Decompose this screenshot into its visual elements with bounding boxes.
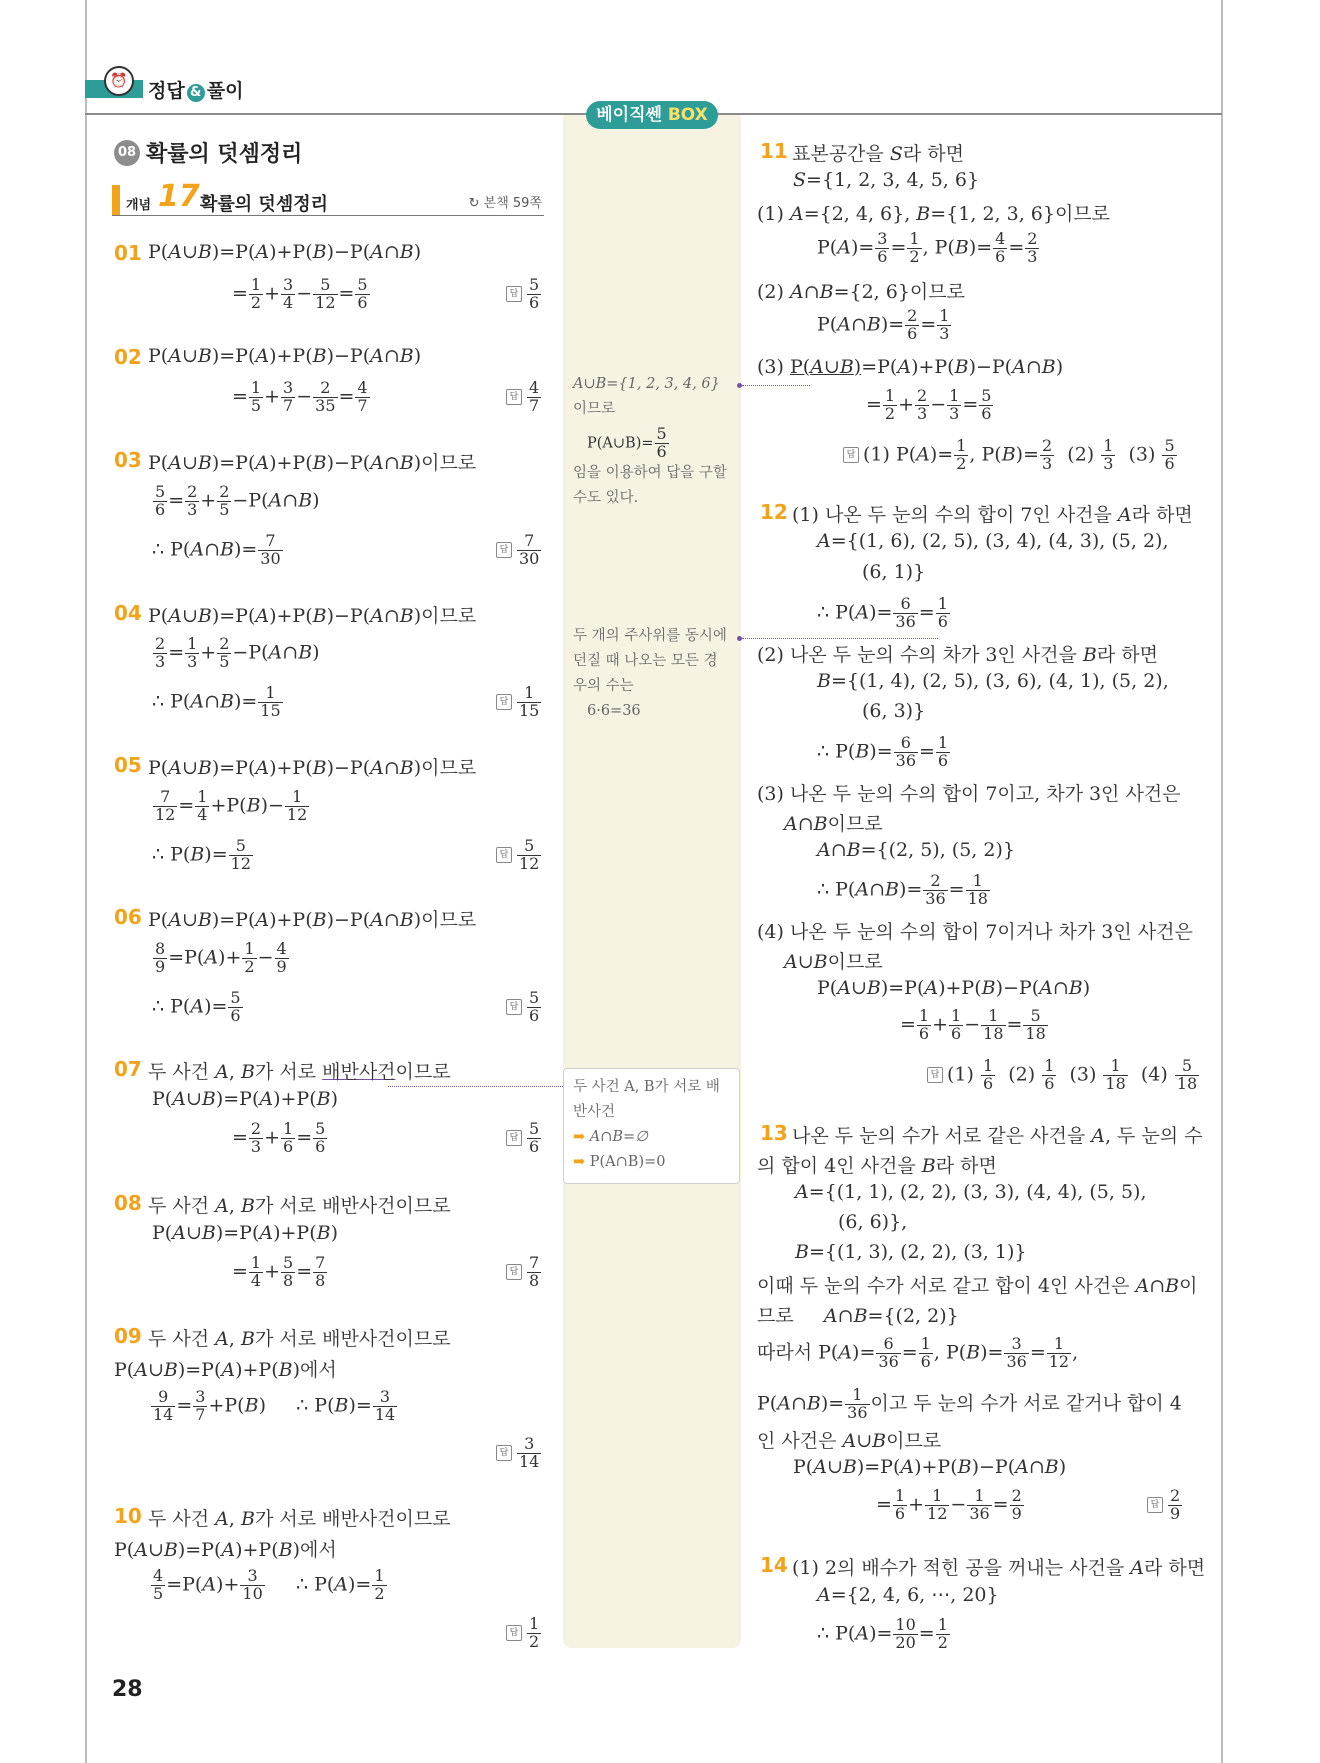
solution-line: = $\frac{1}{2}$ + $\frac{3}{4}$ − $\frac{5}{12}$ = $\frac{5}{6}$: [232, 275, 368, 312]
solution-line: B={(1, 3), (2, 2), (3, 1)}: [795, 1241, 1027, 1263]
solution-line: B={(1, 4), (2, 5), (3, 6), (4, 1), (5, 2),: [817, 670, 1169, 692]
solution-line: ∴ P(A)= $\frac{6}{36}$ = $\frac{1}{6}$: [817, 594, 948, 631]
answer: 답 $\frac{7}{30}$: [496, 533, 542, 568]
solution-line: $\frac{9}{14}$ = $\frac{3}{7}$ +P(B) ∴ P(B)= $\frac{3}{14}$: [153, 1387, 396, 1424]
answer-icon: 답: [506, 389, 522, 405]
solution-line: (4) 나온 두 눈의 수의 합이 7이거나 차가 3인 사건은: [757, 921, 1193, 943]
solution-line: ∴ P(A∩B)= $\frac{1}{15}$: [152, 683, 281, 720]
section-title: 확률의 덧셈정리: [146, 142, 303, 167]
concept-tag: 개념: [126, 198, 152, 213]
refresh-icon: ↻: [468, 196, 480, 211]
solution-line: A={(1, 1), (2, 2), (3, 3), (4, 4), (5, 5),: [795, 1181, 1147, 1203]
solution-line: (2) 나온 두 눈의 수의 차가 3인 사건을 B라 하면: [757, 644, 1158, 666]
answer: 답 $\frac{2}{9}$: [1147, 1488, 1183, 1523]
problem-number: 09: [114, 1324, 142, 1348]
problem-number: 06: [114, 905, 142, 929]
book-reference: ↻ 본책 59쪽: [468, 196, 542, 211]
solution-line: (6, 1)}: [862, 561, 926, 583]
solution-line: P(A∪B)=P(A)+P(B)−P(A∩B): [817, 977, 1091, 999]
solution-line: (3) 나온 두 눈의 수의 합이 7이고, 차가 3인 사건은: [757, 783, 1181, 805]
solution-line: 표본공간을 S라 하면: [792, 143, 964, 165]
header-title: 정답 & 풀이: [148, 80, 244, 102]
answer: 답 (1) P(A)= $\frac{1}{2}$ , P(B)= $\frac{2}{3}$ (2) $\frac{1}{3}$ (3) $\frac{5}{6}$: [843, 438, 1178, 473]
callout-line: [742, 385, 810, 386]
solution-line: ∴ P(A∩B)= $\frac{7}{30}$: [152, 531, 281, 568]
solution-line: P(A∪B)=P(A)+P(B)−P(A∩B)이므로: [148, 757, 477, 779]
solution-line: (1) 나온 두 눈의 수의 합이 7인 사건을 A라 하면: [792, 504, 1193, 526]
basic-box-badge: 베이직쎈 BOX: [586, 101, 718, 129]
solution-line: (2) A∩B={2, 6}이므로: [757, 281, 965, 303]
solution-line: ∴ P(A)= $\frac{10}{20}$ = $\frac{1}{2}$: [817, 1615, 948, 1652]
solution-line: (3) P(A∪B)=P(A)+P(B)−P(A∩B): [757, 356, 1064, 378]
solution-line: P(A∩B)= $\frac{1}{36}$ 이고 두 눈의 수가 서로 같거나 합이 4: [757, 1385, 1182, 1422]
arrow-icon: ➡: [573, 1129, 586, 1145]
solution-line: = $\frac{1}{6}$ + $\frac{1}{12}$ − $\frac{1}{36}$ = $\frac{2}{9}$: [876, 1486, 1022, 1523]
answer: 답 $\frac{5}{6}$: [506, 1121, 542, 1156]
answer: 답 $\frac{4}{7}$: [506, 380, 542, 415]
problem-number: 14: [760, 1553, 788, 1577]
answer-icon: 답: [506, 1130, 522, 1146]
solution-line: P(A∪B)=P(A)+P(B)−P(A∩B): [148, 241, 422, 263]
solution-line: P(A∪B)=P(A)+P(B): [152, 1222, 339, 1244]
answer: 답 $\frac{7}{8}$: [506, 1255, 542, 1290]
solution-line: = $\frac{1}{6}$ + $\frac{1}{6}$ − $\frac{1}{18}$ = $\frac{5}{18}$: [900, 1006, 1046, 1043]
solution-line: = $\frac{1}{4}$ + $\frac{5}{8}$ = $\frac{7}{8}$: [232, 1253, 326, 1290]
answer: 답 $\frac{1}{15}$: [496, 685, 542, 720]
box-note: A∪B={1, 2, 3, 4, 6} 이므로 P(A∪B)= $\frac{5}{6}$ 임을 이용하여 답을 구할 수도 있다.: [573, 376, 727, 506]
solution-line: A∪B이므로: [784, 951, 883, 973]
solution-line: = $\frac{1}{5}$ + $\frac{3}{7}$ − $\frac{2}{35}$ = $\frac{4}{7}$: [232, 378, 368, 415]
solution-line: (6, 3)}: [862, 700, 926, 722]
problem-number: 12: [760, 500, 788, 524]
solution-line: (1) A={2, 4, 6}, B={1, 2, 3, 6}이므로: [757, 203, 1111, 225]
solution-line: $\frac{8}{9}$ =P(A)+ $\frac{1}{2}$ − $\frac{4}{9}$: [155, 939, 287, 976]
solution-line: P(A∩B)= $\frac{2}{6}$ = $\frac{1}{3}$: [817, 306, 950, 343]
answer-icon: 답: [496, 1445, 512, 1461]
problem-number: 07: [114, 1057, 142, 1081]
concept-title: 확률의 덧셈정리: [200, 194, 328, 215]
page-frame-right: [1221, 0, 1223, 1763]
solution-line: ∴ P(B)= $\frac{6}{36}$ = $\frac{1}{6}$: [817, 733, 949, 770]
solution-line: 두 사건 A, B가 서로 배반사건이므로: [148, 1508, 451, 1530]
answer-icon: 답: [496, 542, 512, 558]
solution-line: ∴ P(B)= $\frac{5}{12}$: [152, 836, 251, 873]
section-heading: [114, 137, 302, 168]
solution-line: $\frac{2}{3}$ = $\frac{1}{3}$ + $\frac{2}{5}$ −P(A∩B): [155, 634, 320, 671]
solution-line: $\frac{4}{5}$ =P(A)+ $\frac{3}{10}$ ∴ P(A)= $\frac{1}{2}$: [153, 1566, 385, 1603]
basic-box-column: [563, 115, 741, 1648]
solution-line: 이때 두 눈의 수가 서로 같고 합이 4인 사건은 A∩B이: [757, 1275, 1198, 1297]
answer-icon: 답: [506, 999, 522, 1015]
solution-line: A={2, 4, 6, ⋯, 20}: [817, 1584, 999, 1606]
solution-line: A∩B={(2, 5), (5, 2)}: [817, 839, 1015, 861]
answer-icon: 답: [506, 286, 522, 302]
solution-line: P(A∪B)=P(A)+P(B): [152, 1088, 339, 1110]
page-number: 28: [112, 1677, 143, 1702]
page-frame-left: [85, 0, 87, 1763]
arrow-icon: ➡: [573, 1154, 586, 1170]
answer: 답 $\frac{5}{6}$: [506, 277, 542, 312]
concept-heading: [112, 179, 544, 216]
solution-line: 두 사건 A, B가 서로 배반사건이므로: [148, 1328, 451, 1350]
solution-line: A∩B이므로: [784, 813, 883, 835]
answer-icon: 답: [843, 447, 859, 463]
solution-line: = $\frac{1}{2}$ + $\frac{2}{3}$ − $\frac{1}{3}$ = $\frac{5}{6}$: [866, 386, 992, 423]
answer-icon: 답: [1147, 1497, 1163, 1513]
answer-icon: 답: [927, 1067, 943, 1083]
solution-line: $\frac{5}{6}$ = $\frac{2}{3}$ + $\frac{2}{5}$ −P(A∩B): [155, 482, 320, 519]
section-number: 08: [114, 140, 140, 166]
callout-line: [388, 1086, 563, 1087]
solution-line: P(A∪B)=P(A)+P(B)에서: [114, 1539, 337, 1561]
problem-number: 11: [760, 139, 788, 163]
answer: 답 $\frac{3}{14}$: [496, 1436, 542, 1471]
answer-icon: 답: [496, 694, 512, 710]
box-note: 두 사건 A, B가 서로 배 반사건 ➡ A∩B=∅ ➡ P(A∩B)=0: [573, 1079, 720, 1170]
problem-number: 04: [114, 601, 142, 625]
solution-line: 따라서 P(A)= $\frac{6}{36}$ = $\frac{1}{6}$ , P(B)= $\frac{3}{36}$ = $\frac{1}{12}$ ,: [757, 1334, 1079, 1371]
solution-line: (1) 2의 배수가 적힌 공을 꺼내는 사건을 A라 하면: [792, 1557, 1206, 1579]
solution-line: 두 사건 A, B가 서로 배반사건이므로: [148, 1061, 451, 1083]
solution-line: ∴ P(A∩B)= $\frac{2}{36}$ = $\frac{1}{18}$: [817, 871, 988, 908]
solution-line: P(A∪B)=P(A)+P(B)−P(A∩B)이므로: [148, 452, 477, 474]
solution-line: 인 사건은 A∪B이므로: [757, 1430, 942, 1452]
box-note: 두 개의 주사위를 동시에 던질 때 나오는 모든 경 우의 수는 6·6=36: [573, 628, 727, 719]
solution-line: (6, 6)},: [838, 1211, 908, 1233]
problem-number: 05: [114, 753, 142, 777]
answer-icon: 답: [496, 847, 512, 863]
concept-number: 17: [158, 179, 200, 214]
solution-line: 두 사건 A, B가 서로 배반사건이므로: [148, 1195, 451, 1217]
solution-line: P(A∪B)=P(A)+P(B)−P(A∩B)이므로: [148, 605, 477, 627]
answer: 답 $\frac{5}{12}$: [496, 838, 542, 873]
solution-line: P(A∪B)=P(A)+P(B)에서: [114, 1359, 337, 1381]
solution-line: 므로 A∩B={(2, 2)}: [757, 1305, 959, 1327]
problem-number: 13: [760, 1121, 788, 1145]
solution-line: 의 합이 4인 사건을 B라 하면: [757, 1155, 997, 1177]
solution-line: P(A∪B)=P(A)+P(B)−P(A∩B)이므로: [148, 909, 477, 931]
answer-icon: 답: [506, 1264, 522, 1280]
problem-number: 03: [114, 448, 142, 472]
solution-line: = $\frac{2}{3}$ + $\frac{1}{6}$ = $\frac{5}{6}$: [232, 1119, 326, 1156]
solution-line: P(A∪B)=P(A)+P(B)−P(A∩B): [793, 1456, 1067, 1478]
solution-line: A={(1, 6), (2, 5), (3, 4), (4, 3), (5, 2),: [817, 530, 1169, 552]
concept-accent-bar: [112, 185, 120, 215]
solution-line: S={1, 2, 3, 4, 5, 6}: [793, 169, 980, 191]
problem-number: 01: [114, 241, 142, 265]
answer-icon: 답: [506, 1625, 522, 1641]
problem-number: 08: [114, 1191, 142, 1215]
clock-icon: ⏰: [104, 66, 134, 96]
answer: 답 $\frac{5}{6}$: [506, 990, 542, 1025]
answer: 답 $\frac{1}{2}$: [506, 1616, 542, 1651]
problem-number: 10: [114, 1504, 142, 1528]
solution-line: 나온 두 눈의 수가 서로 같은 사건을 A, 두 눈의 수: [792, 1125, 1203, 1147]
solution-line: $\frac{7}{12}$ = $\frac{1}{4}$ +P(B)− $\frac{1}{12}$: [155, 787, 308, 824]
solution-line: ∴ P(A)= $\frac{5}{6}$: [152, 988, 241, 1025]
problem-number: 02: [114, 345, 142, 369]
answer: 답 (1) $\frac{1}{6}$ (2) $\frac{1}{6}$ (3) $\frac{1}{18}$ (4) $\frac{5}{18}$: [927, 1058, 1200, 1093]
callout-line: [742, 638, 938, 639]
solution-line: P(A)= $\frac{3}{6}$ = $\frac{1}{2}$ , P(B)= $\frac{4}{6}$ = $\frac{2}{3}$: [817, 229, 1038, 266]
solution-line: P(A∪B)=P(A)+P(B)−P(A∩B): [148, 345, 422, 367]
